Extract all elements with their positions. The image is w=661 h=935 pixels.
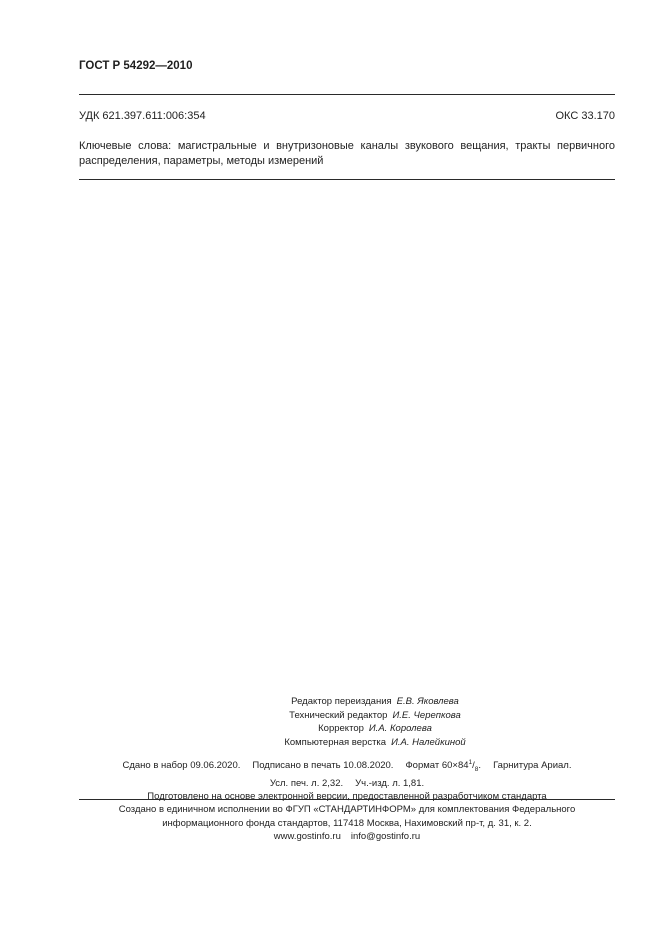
credit-role: Редактор переиздания [291,696,392,707]
standard-id-header: ГОСТ Р 54292—2010 [79,60,193,72]
editorial-credits [180,695,570,749]
oks-code: ОКС 33.170 [555,110,615,122]
top-divider [79,94,615,95]
printed-sheets: Усл. печ. л. 2,32. [269,777,344,789]
credit-name: Е.В. Яковлева [396,696,459,707]
credit-role: Компьютерная верстка [284,736,387,748]
signed-date: Подписано в печать 10.08.2020. [252,760,394,772]
credit-name: И.А. Налейкиной [391,736,466,748]
print-dates-line [79,756,615,777]
print-sheets-line [79,777,615,791]
email-link[interactable]: info@gostinfo.ru [350,831,421,843]
keywords-divider [79,179,615,180]
udc-code: УДК 621.397.611:006:354 [79,110,206,122]
print-info [79,756,615,804]
credit-name: И.Е. Черепкова [392,709,461,721]
credit-role: Корректор [318,723,364,735]
credit-line-editor [180,695,570,709]
website-link[interactable]: www.gostinfo.ru [273,831,341,843]
publisher-sheets: Уч.-изд. л. 1,81. [355,777,425,789]
credit-role: Технический редактор [289,709,388,721]
credit-line-tech-editor [180,709,570,723]
typeface-info: Гарнитура Ариал. [493,760,572,772]
credit-line-layout [180,736,570,750]
footer-line-2: информационного фонда стандартов, 117418 Москва, Нахимовский пр-т, д. 31, к. 2. [162,817,532,829]
paper-format: Формат $60\times 84^1/_8$. [405,759,482,774]
submitted-date: Сдано в набор 09.06.2020. [122,760,241,772]
publisher-footer [79,803,615,844]
credit-name: И.А. Королева [368,723,432,735]
prepared-note: Подготовлено на основе электронной версии, предоставленной разработчиком стандарта [147,791,547,803]
footer-contacts [79,830,615,844]
keywords-paragraph: Ключевые слова: магистральные и внутризоновые каналы звукового вещания, тракты первичного распределения, параметры, методы измерений [79,140,615,167]
footer-line-1: Создано в единичном исполнении во ФГУП «СТАНДАРТИНФОРМ» для комплектования Федерального [118,804,576,815]
footer-divider [79,799,615,800]
credit-line-proofreader [180,722,570,736]
